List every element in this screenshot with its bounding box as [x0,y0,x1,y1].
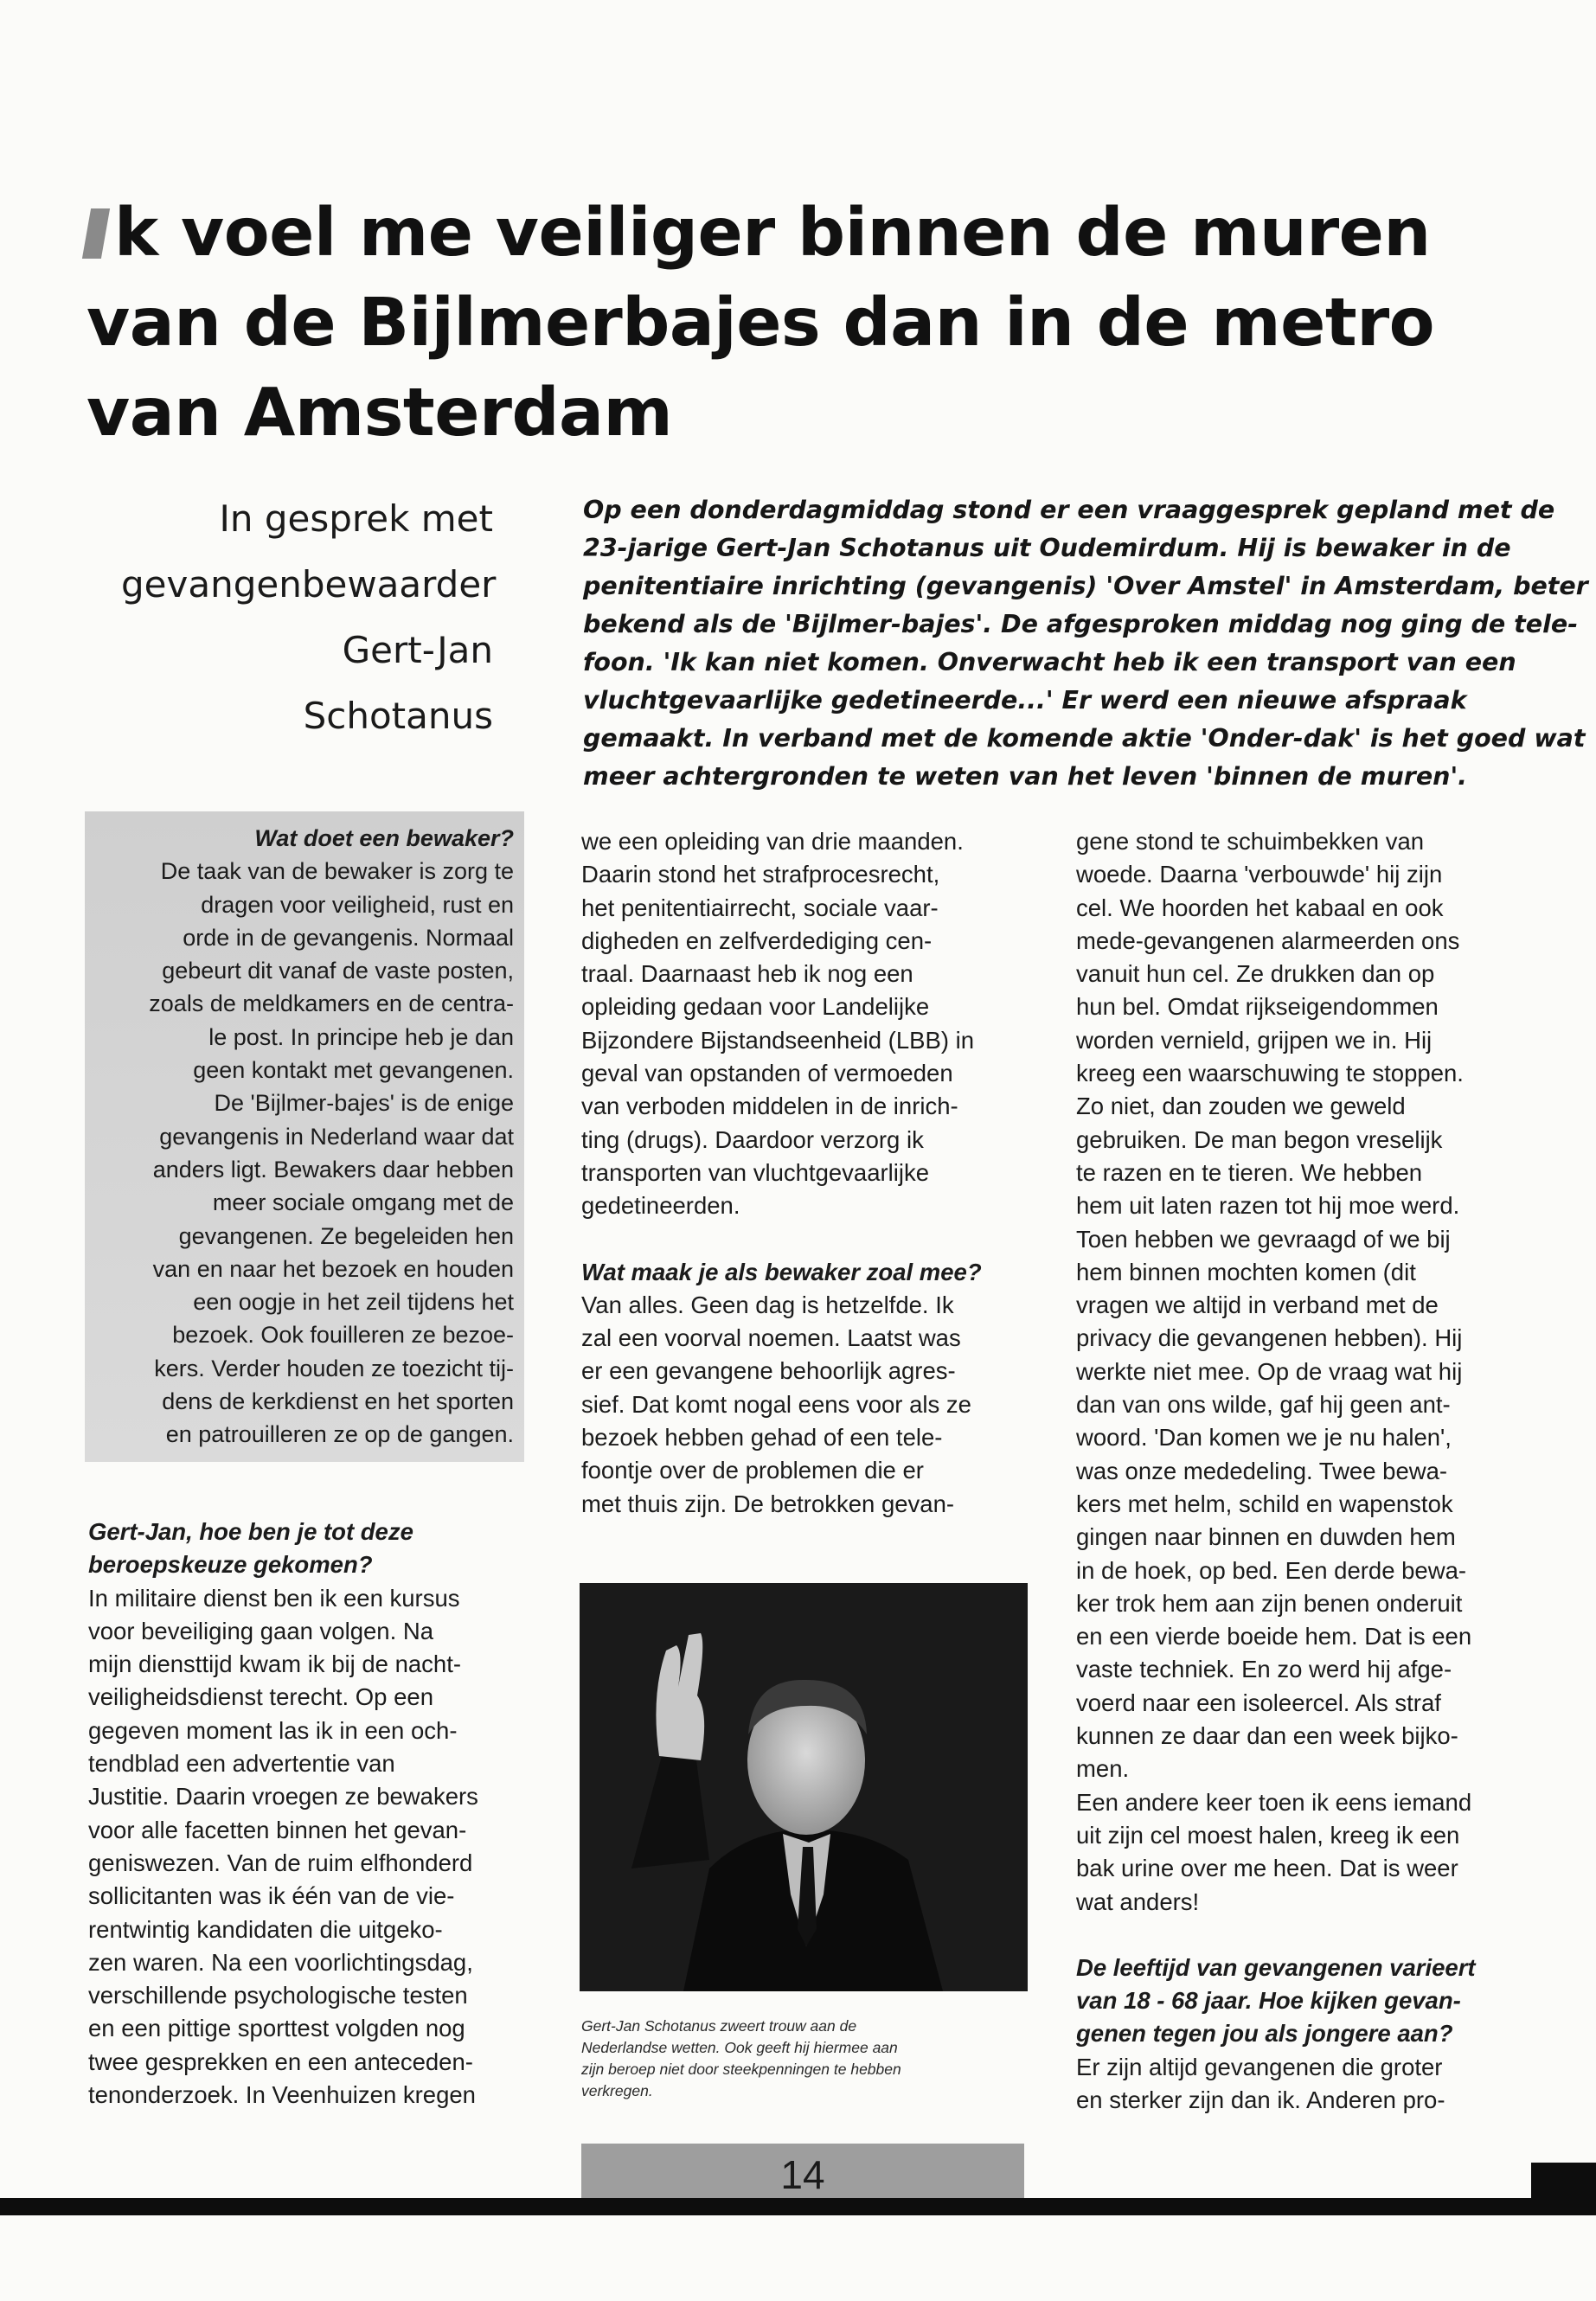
column-1-question: beroepskeuze gekomen? [88,1551,373,1579]
sidebar-text [90,822,514,1452]
column-3-line: hun bel. Omdat rijkseigendommen [1076,993,1439,1021]
column-3-line: was onze mededeling. Twee bewa- [1076,1457,1448,1484]
column-3-line: dan van ons wilde, gaf hij geen ant- [1076,1391,1451,1419]
caption-line: verkregen. [581,2082,653,2099]
column-3-question: van 18 - 68 jaar. Hoe kijken gevan- [1076,1987,1461,2015]
column-2-line: ting (drugs). Daardoor verzorg ik [581,1125,924,1153]
sidebar-line: dens de kerkdienst en het sporten [162,1388,514,1415]
sidebar-line: dragen voor veiligheid, rust en [201,891,514,918]
column-3-line: mede-gevangenen alarmeerden ons [1076,926,1460,954]
column-1 [88,1516,538,2112]
photo-gert-jan-oath [580,1583,1028,1991]
headline-line-1 [87,189,1557,279]
column-1-line: voor beveiliging gaan volgen. Na [88,1617,434,1644]
intro-line: foon. 'Ik kan niet komen. Onverwacht heb ik een transport van een [583,648,1516,676]
column-3-line: voerd naar een isoleercel. Als straf [1076,1689,1441,1716]
caption-line: Gert-Jan Schotanus zweert trouw aan de [581,2017,857,2035]
column-1-line: gegeven moment las ik in een och- [88,1716,458,1744]
column-2-line: het penitentiairrecht, sociale vaar- [581,894,939,921]
column-2-line: met thuis zijn. De betrokken gevan- [581,1490,955,1517]
column-2-line: van verboden middelen in de inrich- [581,1093,958,1120]
headline-initial-i [82,208,110,259]
column-1-line: geniswezen. Van de ruim elfhonderd [88,1849,473,1876]
column-3-spacer [1076,1919,1526,1952]
sidebar-line: bezoek. Ook fouilleren ze bezoe- [172,1322,514,1349]
sidebar-box [85,811,524,1462]
headline-line-1-text: k voel me veiliger binnen de muren [114,195,1431,272]
subtitle [121,486,497,749]
column-3-line: kers met helm, schild en wapenstok [1076,1490,1453,1517]
column-1-line: tendblad een advertentie van [88,1750,395,1778]
column-3-line: kunnen ze daar dan een week bijko- [1076,1722,1458,1750]
column-3-line: vaste techniek. En zo werd hij afge- [1076,1656,1452,1683]
subtitle-line: gevangenbewaarder [121,563,497,606]
sidebar-line: meer sociale omgang met de [212,1189,514,1216]
column-2-question: Wat maak je als bewaker zoal mee? [581,1258,982,1285]
column-2-line: transporten van vluchtgevaarlijke [581,1158,930,1186]
sidebar-line: gebeurt dit vanaf de vaste posten, [162,958,514,984]
intro-line: gemaakt. In verband met de komende aktie 'Onder-dak' is het goed wat [583,724,1586,753]
column-3-line: gebruiken. De man begon vreselijk [1076,1125,1443,1153]
column-3-line: Een andere keer toen ik eens iemand [1076,1788,1472,1816]
column-2-line: zal een voorval noemen. Laatst was [581,1324,961,1352]
bottom-bar [0,2198,1596,2215]
column-2-line: we een opleiding van drie maanden. [581,828,964,855]
column-1-line: en een pittige sporttest volgden nog [88,2015,465,2042]
column-3-line: worden vernield, grijpen we in. Hij [1076,1026,1433,1054]
column-2-line: traal. Daarnaast heb ik nog een [581,960,913,988]
column-2-line: er een gevangene behoorlijk agres- [581,1357,956,1385]
column-3-line: en sterker zijn dan ik. Anderen pro- [1076,2086,1445,2113]
column-3-line: wat anders! [1076,1888,1200,1915]
sidebar-line: De taak van de bewaker is zorg te [160,858,514,885]
column-3-line: Zo niet, dan zouden we geweld [1076,1093,1406,1120]
column-3-line: vanuit hun cel. Ze drukken dan op [1076,960,1435,988]
intro-line: vluchtgevaarlijke gedetineerde...' Er werd een nieuwe afspraak [583,686,1467,715]
sidebar-line: geen kontakt met gevangenen. [193,1057,514,1084]
headline-line-3: van Amsterdam [87,375,673,452]
column-2-line: foontje over de problemen die er [581,1457,924,1484]
column-3-line: Er zijn altijd gevangenen die groter [1076,2053,1443,2080]
intro-line: bekend als de 'Bijlmer-bajes'. De afgesproken middag nog ging de tele- [583,610,1579,638]
page-number: 14 [780,2152,825,2197]
subtitle-line: In gesprek met [219,497,493,540]
bottom-right-corner [1531,2163,1596,2214]
intro-paragraph [583,491,1588,796]
column-2-line: digheden en zelfverdediging cen- [581,926,933,954]
column-2-line: sief. Dat komt nogal eens voor als ze [581,1390,971,1418]
subtitle-line: Schotanus [303,695,493,737]
column-3-line: privacy die gevangenen hebben). Hij [1076,1324,1463,1352]
headline [87,189,1557,458]
column-3-line: kreeg een waarschuwing te stoppen. [1076,1060,1464,1087]
column-3-line: men. [1076,1755,1130,1783]
column-1-line: voor alle facetten binnen het gevan- [88,1816,467,1843]
column-3-line: te razen en te tieren. We hebben [1076,1158,1423,1186]
column-2-line: Daarin stond het strafprocesrecht, [581,861,940,888]
intro-line: meer achtergronden te weten van het leven 'binnen de muren'. [583,762,1468,791]
caption-line: Nederlandse wetten. Ook geeft hij hiermee aan [581,2039,898,2056]
column-3-line: vragen we altijd in verband met de [1076,1292,1439,1319]
column-2-line: geval van opstanden of vermoeden [581,1060,953,1087]
sidebar-line: le post. In principe heb je dan [208,1023,514,1050]
sidebar-line: gevangenen. Ze begeleiden hen [178,1222,514,1249]
photo-caption [581,2016,1031,2102]
column-3-line: bak urine over me heen. Dat is weer [1076,1855,1458,1882]
column-3-line: woord. 'Dan komen we je nu halen', [1076,1424,1452,1452]
sidebar-line: zoals de meldkamers en de centra- [149,990,514,1017]
column-3-line: hem binnen mochten komen (dit [1076,1258,1416,1285]
headline-line-2: van de Bijlmerbajes dan in de metro [87,285,1435,362]
sidebar-line: orde in de gevangenis. Normaal [183,924,514,951]
column-3-line: werkte niet mee. Op de vraag wat hij [1076,1357,1463,1385]
column-3-line: cel. We hoorden het kabaal en ook [1076,894,1444,921]
column-3-line: in de hoek, op bed. Een derde bewa- [1076,1556,1467,1584]
column-3-line: gingen naar binnen en duwden hem [1076,1523,1456,1551]
column-1-line: In militaire dienst ben ik een kursus [88,1584,460,1612]
column-1-line: rentwintig kandidaten die uitgeko- [88,1915,443,1943]
intro-line: 23-jarige Gert-Jan Schotanus uit Oudemirdum. Hij is bewaker in de [583,534,1511,562]
intro-line: Op een donderdagmiddag stond er een vraaggesprek gepland met de [583,496,1555,524]
column-2-line: Van alles. Geen dag is hetzelfde. Ik [581,1291,954,1318]
sidebar-line: een oogje in het zeil tijdens het [193,1289,514,1316]
sidebar-line: gevangenis in Nederland waar dat [159,1123,514,1150]
column-2 [581,825,1031,1521]
column-2-line: opleiding gedaan voor Landelijke [581,993,930,1021]
column-3-line: en een vierde boeide hem. Dat is een [1076,1623,1472,1650]
column-1-question: Gert-Jan, hoe ben je tot deze [88,1518,413,1545]
sidebar-line: anders ligt. Bewakers daar hebben [152,1156,514,1183]
column-2-line: Bijzondere Bijstandseenheid (LBB) in [581,1026,975,1054]
sidebar-line: kers. Verder houden ze toezicht tij- [154,1355,514,1381]
column-3-line: Toen hebben we gevraagd of we bij [1076,1225,1451,1253]
column-1-line: tenonderzoek. In Veenhuizen kregen [88,2081,476,2109]
column-1-line: veiligheidsdienst terecht. Op een [88,1683,433,1711]
column-2-line: bezoek hebben gehad of een tele- [581,1424,943,1452]
column-2-spacer [581,1223,1031,1256]
column-3-question: genen tegen jou als jongere aan? [1076,2020,1453,2048]
column-1-line: zen waren. Na een voorlichtingsdag, [88,1948,473,1976]
column-3-line: ker trok hem aan zijn benen onderuit [1076,1589,1463,1617]
column-1-line: mijn diensttijd kwam ik bij de nacht- [88,1650,462,1678]
subtitle-line: Gert-Jan [342,629,493,671]
column-1-line: verschillende psychologische testen [88,1982,468,2009]
intro-line: penitentiaire inrichting (gevangenis) 'Over Amstel' in Amsterdam, beter [583,572,1588,600]
column-2-line: gedetineerden. [581,1192,740,1220]
sidebar-question: Wat doet een bewaker? [254,825,514,851]
column-1-line: Justitie. Daarin vroegen ze bewakers [88,1783,478,1811]
column-1-line: twee gesprekken en een anteceden- [88,2048,473,2075]
caption-line: zijn beroep niet door steekpenningen te hebben [581,2061,901,2078]
column-3-line: uit zijn cel moest halen, kreeg ik een [1076,1821,1460,1849]
column-3-line: hem uit laten razen tot hij moe werd. [1076,1192,1460,1220]
sidebar-line: van en naar het bezoek en houden [152,1255,514,1282]
photo-illustration [580,1583,1028,1991]
column-3 [1076,825,1526,2117]
sidebar-line: en patrouilleren ze op de gangen. [165,1421,514,1448]
column-3-line: gene stond te schuimbekken van [1076,828,1425,855]
sidebar-line: De 'Bijlmer-bajes' is de enige [214,1090,514,1117]
column-1-line: sollicitanten was ik één van de vie- [88,1882,455,1910]
column-3-line: woede. Daarna 'verbouwde' hij zijn [1076,861,1443,888]
column-3-question: De leeftijd van gevangenen varieert [1076,1953,1476,1981]
